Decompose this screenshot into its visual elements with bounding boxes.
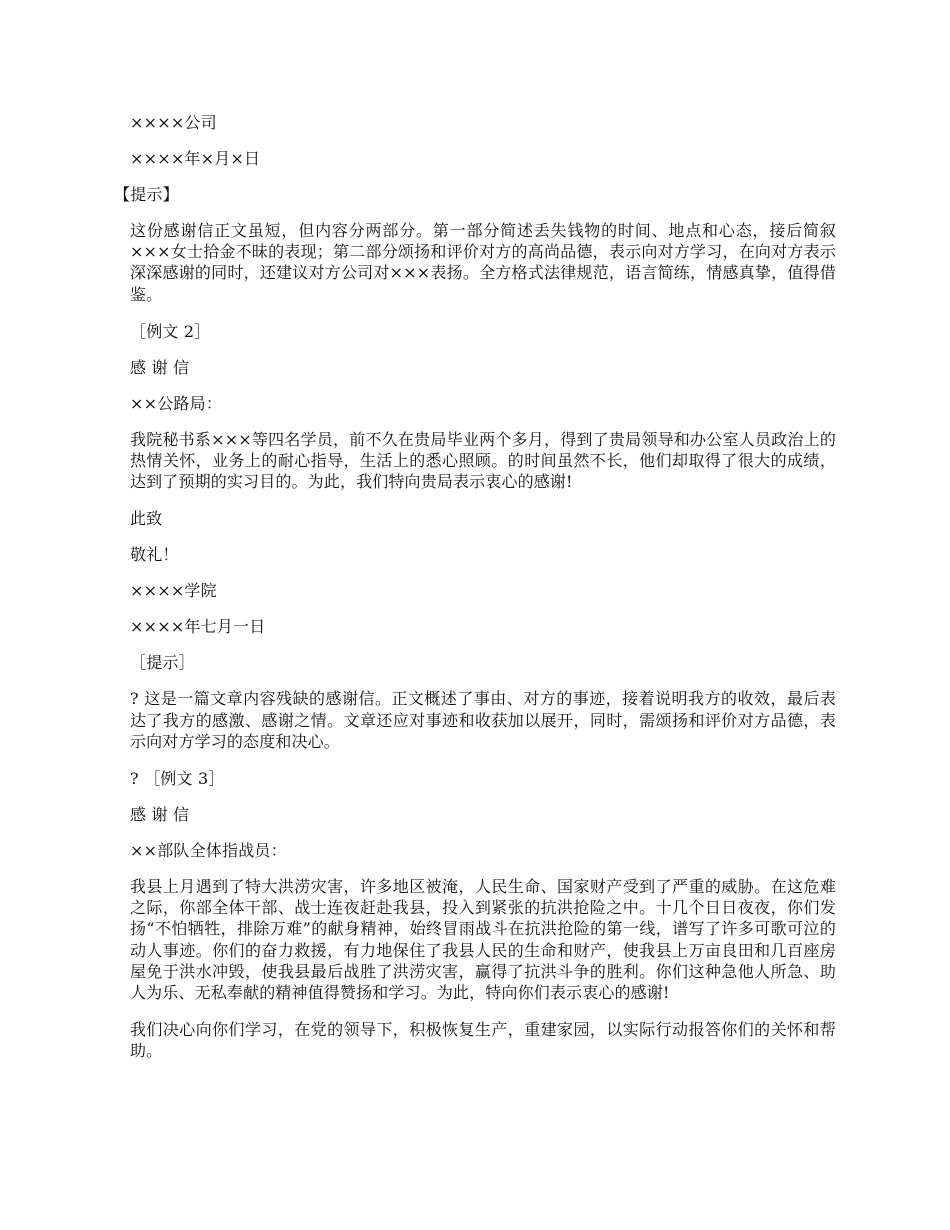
tip-paragraph-2: ? 这是一篇文章内容残缺的感谢信。正文概述了事由、对方的事迹，接着说明我方的收效，最后表达了我方的感激、感谢之情。文章还应对事迹和收获加以展开，同时，需颂扬和评价对方品德，表示向对方学习的态度和决心。 [130,689,836,751]
company-name-line: ××××公司 [130,113,217,132]
tip-heading-2: ［提示］ [130,653,195,673]
letter-body-2: 我院秘书系×××等四名学员，前不久在贵局毕业两个多月，得到了贵局领导和办公室人员政治上的热情关怀，业务上的耐心指导，生活上的悉心照顾。的时间虽然不长，他们却取得了很大的成绩，达到了预期的实习目的。为此，我们特向贵局表示衷心的感谢! [130,429,836,492]
salutation-3: ××部队全体指战员： [130,841,287,861]
letter-body-3: 我县上月遇到了特大洪涝灾害，许多地区被淹，人民生命、国家财产受到了严重的威胁。在这危难之际，你部全体干部、战士连夜赶赴我县，投入到紧张的抗洪抢险之中。十几个日日夜夜，你们发扬“不怕牺牲，排除万难”的献身精神，始终冒雨战斗在抗洪抢险的第一线，谱写了许多可歌可泣的动人事迹。你们的奋力救援，有力地保住了我县人民的生命和财产，使我县上万亩良田和几百座房屋免于洪水冲毁，使我县最后战胜了洪涝灾害，赢得了抗洪斗争的胜利。你们这种急他人所急、助人为乐、无私奉献的精神值得赞扬和学习。为此，特向你们表示衷心的感谢! [130,877,836,1003]
example-2-heading: ［例文 2］ [130,321,211,341]
letter-title-3: 感 谢 信 [130,805,190,825]
closing-line-1: 此致 [130,509,163,529]
document-body [114,112,836,1062]
letter-body-3-continued: 我们决心向你们学习，在党的领导下，积极恢复生产，重建家园，以实际行动报答你们的关怀和帮助。 [130,1020,836,1061]
date-line: ××××年×月×日 [130,149,261,168]
signature-date: ××××年七月一日 [130,617,266,637]
letter-title-2: 感 谢 信 [130,357,190,377]
salutation-2: ××公路局： [130,393,223,413]
example-3-heading: ? ［例文 3］ [130,769,225,789]
tip-heading: 【提示】 [114,185,179,204]
closing-line-2: 敬礼！ [130,545,179,565]
signature-school: ××××学院 [130,581,217,601]
tip-paragraph-1: 这份感谢信正文虽短，但内容分两部分。第一部分简述丢失钱物的时间、地点和心态，接后简叙×××女士拾金不昧的表现；第二部分颂扬和评价对方的高尚品德，表示向对方学习，在向对方表示深深感谢的同时，还建议对方公司对×××表扬。全方格式法律规范，语言简练，情感真挚，值得借鉴。 [130,221,836,304]
